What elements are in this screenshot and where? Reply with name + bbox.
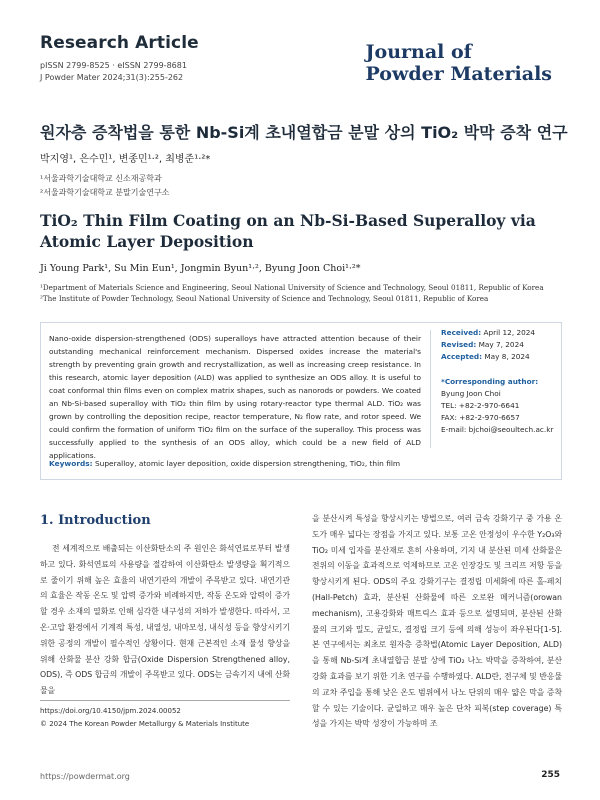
corresponding-author xyxy=(441,376,553,436)
korean-affiliations xyxy=(40,172,169,200)
journal-line-2: Powder Materials xyxy=(365,63,552,85)
issn-block xyxy=(40,60,187,84)
received-label: Received: xyxy=(441,328,482,337)
site-link[interactable]: https://powdermat.org xyxy=(40,772,130,781)
corresponding-fax: FAX: +82-2-970-6657 xyxy=(441,413,520,422)
journal-line-1: Journal of xyxy=(365,41,472,63)
footnote-rule xyxy=(40,700,290,701)
issn: pISSN 2799-8525 · eISSN 2799-8681 xyxy=(40,61,187,70)
korean-authors: 박지영¹, 은수민¹, 변종민¹·², 최병준¹·²* xyxy=(40,154,211,165)
section-title: 1. Introduction xyxy=(40,513,151,528)
revised-date: May 7, 2024 xyxy=(478,340,524,349)
english-affil-1: ¹Department of Materials Science and Engineering, Seoul National University of Science and Technology, Seoul 01811, Republic of Korea xyxy=(40,283,544,292)
journal-logo xyxy=(366,41,552,85)
revised-label: Revised: xyxy=(441,340,477,349)
english-authors: Ji Young Park¹, Su Min Eun¹, Jongmin Byun¹·², Byung Joon Choi¹·²* xyxy=(40,263,361,274)
english-affil-2: ²The Institute of Powder Technology, Seoul National University of Science and Technology, Seoul 01811, Republic of Korea xyxy=(40,294,489,303)
english-affiliations xyxy=(40,282,560,304)
received-date: April 12, 2024 xyxy=(483,328,536,337)
intro-left-column: 전 세계적으로 배출되는 이산화탄소의 주 원인은 화석연료로부터 발생하고 있다. 화석연료의 사용량을 절감하여 이산화탄소 발생량을 획기적으로 줄이기 위해 높은 효율의 내연기관의 개발이 주목받고 있다. 내연기관의 효율은 작동 온도 및 압력 증가와 비례하지만, 작동 온도와 압력이 증가할 경우 소재의 열화로 인해 심각한 내구성의 저하가 발생한다. 따라서, 고온·고압 환경에서 기계적 특성, 내열성, 내마모성, 내식성 등을 향상시키기 위한 공정의 개발이 필수적인 상황이다. 현재 근본적인 소재 물성 향상을 위해 산화물 분산 강화 합금(Oxide Dispersion Strengthened alloy, ODS), 즉 ODS 합금의 개발이 주목받고 있다. ODS는 금속기지 내에 산화물을 xyxy=(40,544,290,696)
article-type: Research Article xyxy=(40,33,199,53)
accepted-date: May 8, 2024 xyxy=(484,352,530,361)
corresponding-name: Byung Joon Choi xyxy=(441,389,501,398)
corresponding-tel: TEL: +82-2-970-6641 xyxy=(441,401,520,410)
intro-right-column: 을 분산시켜 특성을 향상시키는 방법으로, 여러 금속 강화기구 중 가용 온도가 매우 넓다는 장점을 가지고 있다. 보통 고온 안정성이 우수한 Y₂O₃와 TiO₂ 미세 입자를 분산재로 흔히 사용하며, 기지 내 분산된 미세 산화물은 전위의 이동을 효과적으로 억제하므로 고온 인장강도 및 크리프 저항 등을 향상시키게 된다. ODS의 주요 강화기구는 결정립 미세화에 따른 홀-페치(Hall-Petch) 효과, 분산된 산화물에 따른 오로완 메커니즘(orowan mechanism), 고용강화와 매트릭스 효과 등으로 설명되며, 분산된 산화물의 크기와 밀도, 균일도, 결정립 크기 등에 의해 성능이 좌우된다[1-5]. 본 연구에서는 최초로 원자층 증착법(Atomic Layer Deposition, ALD)을 통해 Nb-Si계 초내열합금 분말 상에 TiO₂ 나노 박막을 증착하여, 분산 강화 효과를 보기 위한 기초 연구를 수행하였다. ALD란, 전구체 및 반응물의 교차 주입을 통해 낮은 온도 범위에서 나노 단위의 매우 얇은 막을 증착할 수 있는 기술이다. 균일하고 매우 높은 단차 피복(step coverage) 특성을 가지는 박막 성장이 가능하며 조 xyxy=(312,514,562,729)
english-title: TiO₂ Thin Film Coating on an Nb-Si-Based Superalloy via Atomic Layer Deposition xyxy=(40,211,536,251)
article-dates xyxy=(441,327,535,363)
copyright: © 2024 The Korean Powder Metallurgy & Materials Institute xyxy=(40,720,250,728)
korean-affil-1: ¹서울과학기술대학교 신소재공학과 xyxy=(40,174,162,183)
accepted-label: Accepted: xyxy=(441,352,483,361)
keywords xyxy=(49,459,554,468)
corresponding-email[interactable]: E-mail: bjchoi@seoultech.ac.kr xyxy=(441,425,554,434)
citation: J Powder Mater 2024;31(3):255-262 xyxy=(40,73,184,82)
abstract-text: Nano-oxide dispersion-strengthened (ODS) superalloys have attracted attention because of their outstanding mechanical reinforcement mechanism. Dispersed oxides increase the material's strength by preventing grain growth and recrystallization, as well as increasing creep resistance. In this research, atomic layer deposition (ALD) was applied to synthesize an ODS alloy. It is useful to coat conformal thin films even on complex matrix shapes, such as nanorods or powders. We coated an Nb-Si-based superalloy with TiO₂ thin film by using rotary-reactor type thermal ALD. TiO₂ was grown by controlling the deposition recipe, reactor temperature, N₂ flow rate, and rotor speed. We could confirm the formation of uniform TiO₂ film on the surface of the superalloy. This process was successfully applied to the synthesis of an ODS alloy, which could be a new field of ALD applications. xyxy=(49,334,421,460)
keywords-label: Keywords: xyxy=(49,459,93,468)
korean-title: 원자층 증착법을 통한 Nb-Si계 초내열합금 분말 상의 TiO₂ 박막 증착 연구 xyxy=(40,123,568,142)
corresponding-label: *Corresponding author: xyxy=(441,377,539,386)
abstract-divider xyxy=(430,330,431,448)
doi-link[interactable]: https://doi.org/10.4150/jpm.2024.00052 xyxy=(40,707,181,715)
footnote xyxy=(40,705,249,731)
page-number: 255 xyxy=(541,770,560,780)
keywords-text: Superalloy, atomic layer deposition, oxide dispersion strengthening, TiO₂, thin film xyxy=(94,459,401,468)
korean-affil-2: ²서울과학기술대학교 분말기술연구소 xyxy=(40,188,170,197)
